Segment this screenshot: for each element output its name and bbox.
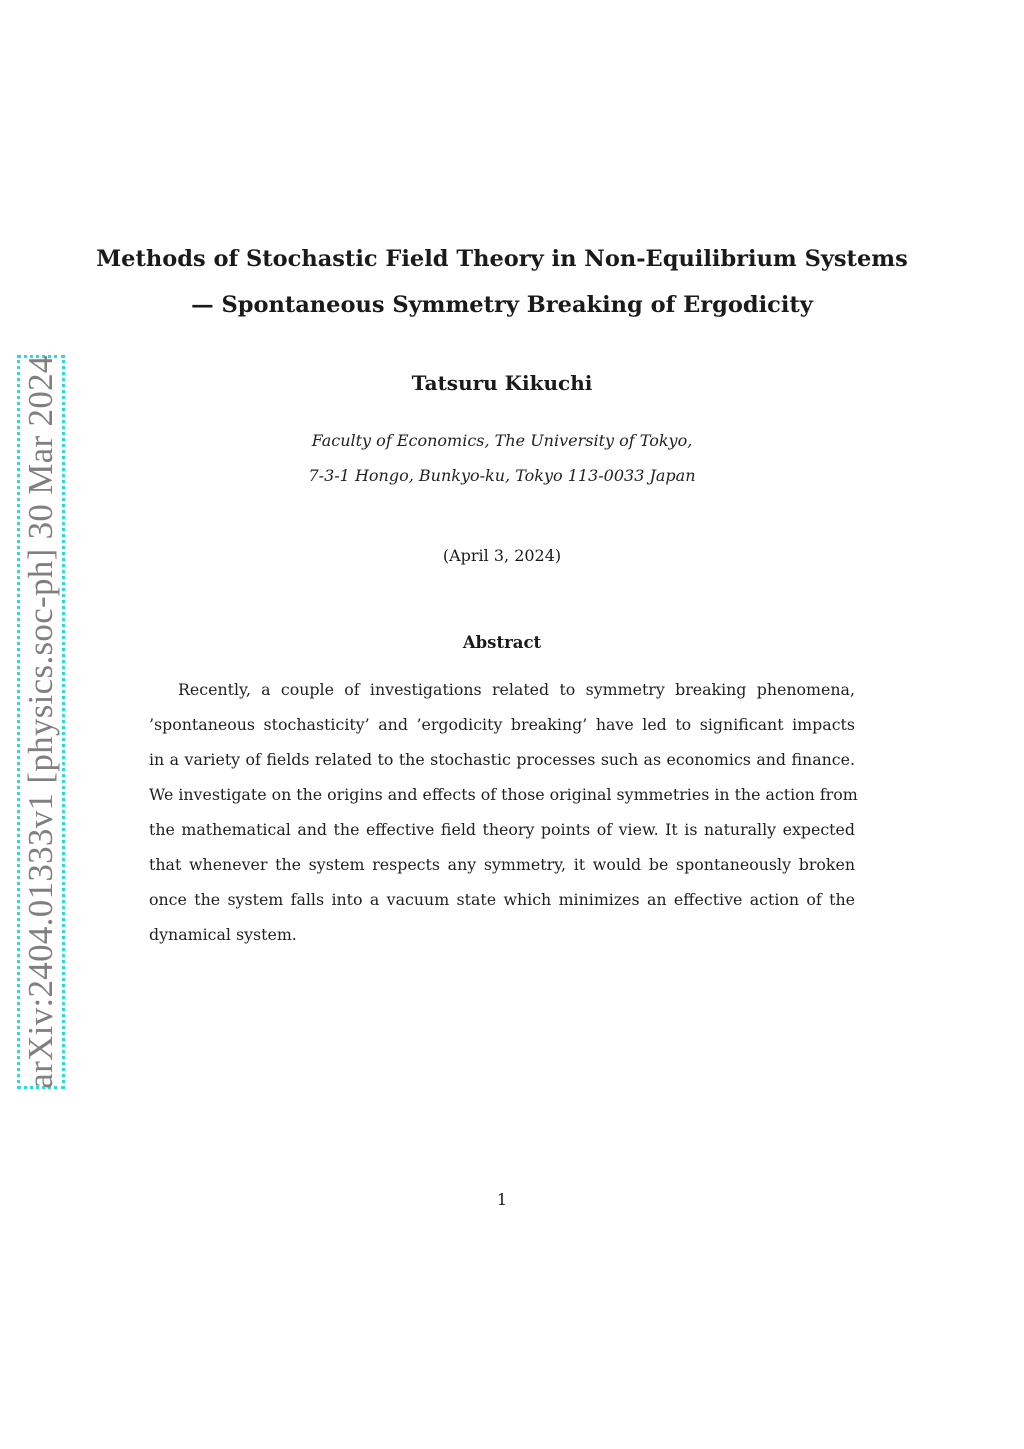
author-name: Tatsuru Kikuchi [411, 371, 593, 395]
page-number: 1 [496, 1190, 508, 1209]
paper-date: (April 3, 2024) [442, 546, 562, 565]
abstract-line: ’spontaneous stochasticity’ and ’ergodicity breaking’ have led to significant impacts [149, 715, 855, 734]
paper-title-line-2: — Spontaneous Symmetry Breaking of Ergodicity [191, 292, 813, 318]
abstract-line: the mathematical and the effective field theory points of view. It is naturally expected [149, 820, 855, 839]
arxiv-identifier[interactable]: arXiv:2404.01333v1 [physics.soc-ph] 30 Mar 2024 [21, 355, 60, 1089]
affiliation-line-2: 7-3-1 Hongo, Bunkyo-ku, Tokyo 113-0033 Japan [308, 466, 696, 485]
abstract-line: that whenever the system respects any symmetry, it would be spontaneously broken [149, 855, 855, 874]
abstract-line: Recently, a couple of investigations related to symmetry breaking phenomena, [178, 680, 855, 699]
abstract-line: dynamical system. [149, 925, 297, 944]
affiliation-line-1: Faculty of Economics, The University of Tokyo, [311, 431, 693, 450]
abstract-line: We investigate on the origins and effects of those original symmetries in the action from [149, 785, 858, 804]
abstract-heading: Abstract [462, 633, 542, 652]
abstract-line: once the system falls into a vacuum state which minimizes an effective action of the [149, 890, 855, 909]
paper-title-line-1: Methods of Stochastic Field Theory in Non-Equilibrium Systems [96, 246, 908, 272]
abstract-line: in a variety of fields related to the stochastic processes such as economics and finance. [149, 750, 855, 769]
